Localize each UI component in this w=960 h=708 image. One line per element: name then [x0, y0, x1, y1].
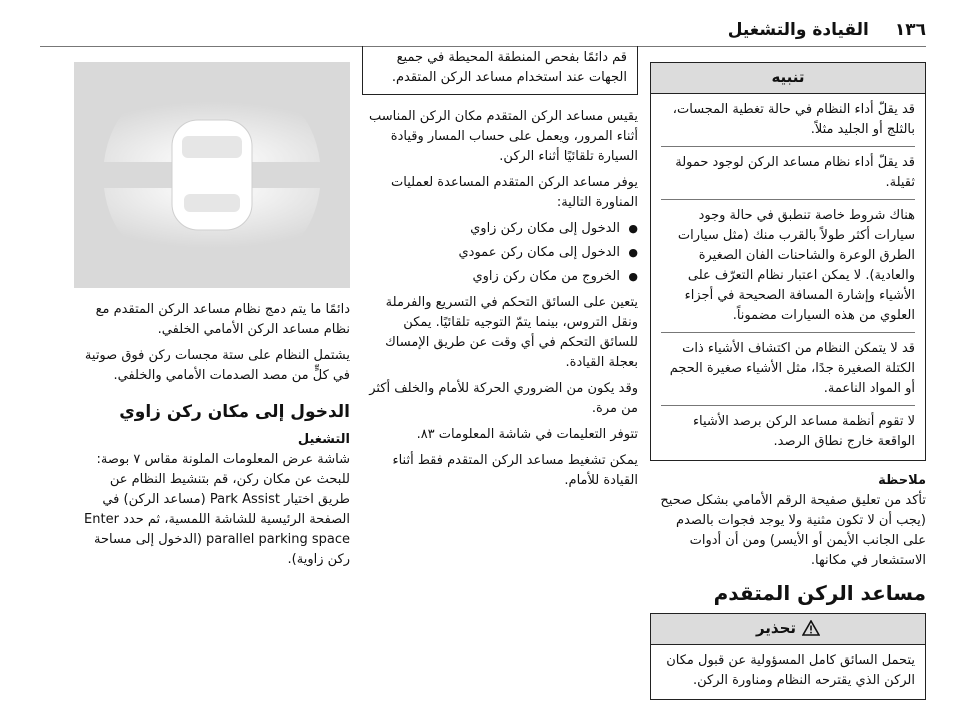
notice-para: لا تقوم أنظمة مساعد الركن برصد الأشياء الواقعة خارج نطاق الرصد.: [692, 414, 915, 449]
page-header: [40, 20, 926, 40]
car-sensor-zones-icon: [74, 62, 350, 288]
divider: [661, 332, 915, 333]
sensor-diagram: [74, 62, 350, 288]
continued-warning-box: [362, 46, 638, 95]
caption-para: يشتمل النظام على ستة مجسات ركن فوق صوتية في كلٍّ من مصد الصدمات الأمامي والخلفي.: [84, 348, 350, 383]
warning-box: [650, 613, 926, 700]
page-number: ١٣٦: [894, 20, 926, 40]
caption-para: دائمًا ما يتم دمج نظام مساعد الركن المتقدم مع نظام مساعد الركن الأمامي الخلفي.: [95, 302, 350, 337]
activation-title: التشغيل: [297, 432, 350, 447]
warning-text: يتحمل السائق كامل المسؤولية عن قبول مكان الركن الذي يقترحه النظام ومناورة الركن.: [666, 653, 915, 688]
notice-box-title: تنبيه: [651, 63, 925, 94]
warning-title-text: تحذير: [755, 619, 797, 637]
note-title: ملاحظة: [878, 473, 926, 488]
divider: [661, 405, 915, 406]
column-middle: [362, 48, 638, 497]
maneuver-list: [362, 219, 638, 287]
notice-para: هناك شروط خاصة تنطبق في حالة وجود سيارات أكثر طولاً بالقرب منك (مثل سيارات الطرق الوعرة والشاحنات الفان الصغيرة والعادية). لا يمكن اعتبار نظام التعرّف على الأشياء وإشارة المسافة الصحيحة في أجزاء العلوي من هذه السيارات مضموناً.: [677, 208, 915, 323]
activation-text: شاشة عرض المعلومات الملونة مقاس ٧ بوصة: للبحث عن مكان ركن، قم بتنشيط النظام عن طريق اختيار Park Assist (مساعد الركن) في الصفحة الرئيسية للشاشة اللمسية، ثم حدد Enter parallel parking space (الدخول إلى مساحة ركن زاوية).: [84, 452, 350, 567]
section-title: مساعد الركن المتقدم: [713, 581, 926, 605]
divider: [661, 146, 915, 147]
notice-para: قد يقلّ أداء النظام في حالة تغطية المجسات، بالثلج أو الجليد مثلاً.: [672, 102, 915, 137]
note-text: تأكد من تعليق صفيحة الرقم الأمامي بشكل صحيح (يجب أن لا تكون مثنية ولا يوجد فجوات بالصدم على الجانب الأيمن أو الأيسر) ومن أن أدوات الاستشعار في مكانها.: [660, 493, 926, 568]
list-item: ● الدخول إلى مكان ركن زاوي: [362, 219, 638, 239]
subsection-title: الدخول إلى مكان ركن زاوي: [119, 402, 350, 422]
notice-para: قد لا يتمكن النظام من اكتشاف الأشياء ذات الكتلة الصغيرة جدًا، مثل الأشياء صغيرة الحجم أو المواد الناعمة.: [669, 341, 915, 396]
notice-box-body: [651, 94, 925, 460]
body-para: يوفر مساعد الركن المتقدم المساعدة لعمليات المناورة التالية:: [391, 175, 638, 210]
body-para: وقد يكون من الضروري الحركة للأمام والخلف أكثر من مرة.: [369, 381, 638, 416]
notice-box: [650, 62, 926, 461]
divider: [661, 199, 915, 200]
chapter-title: القيادة والتشغيل: [727, 20, 869, 40]
warning-box-title: [651, 614, 925, 645]
body-para: يمكن تشغيط مساعد الركن المتقدم فقط أثناء القيادة للأمام.: [392, 453, 638, 488]
column-right: [650, 62, 926, 708]
body-para: يقيس مساعد الركن المتقدم مكان الركن المناسب أثناء المرور، ويعمل على حساب المسار وقيادة السيارة تلقائيًا أثناء الركن.: [369, 109, 638, 164]
list-item: ● الدخول إلى مكان ركن عمودي: [362, 243, 638, 263]
notice-para: قد يقلّ أداء نظام مساعد الركن لوجود حمولة ثقيلة.: [675, 155, 915, 190]
continued-warning-text: قم دائمًا بفحص المنطقة المحيطة في جميع الجهات عند استخدام مساعد الركن المتقدم.: [391, 50, 627, 85]
column-left: [74, 62, 350, 576]
body-para: يتعين على السائق التحكم في التسريع والفرملة ونقل التروس، بينما يتمّ التوجيه تلقائيًا. يمكن للسائق التحكم في أي وقت عن طريق الإمساك بعجلة القيادة.: [385, 295, 638, 370]
body-para: تتوفر التعليمات في شاشة المعلومات ٨٣.: [416, 427, 638, 442]
warning-box-body: [651, 645, 925, 699]
list-item: ● الخروج من مكان ركن زاوي: [362, 267, 638, 287]
warning-triangle-icon: [802, 620, 820, 636]
